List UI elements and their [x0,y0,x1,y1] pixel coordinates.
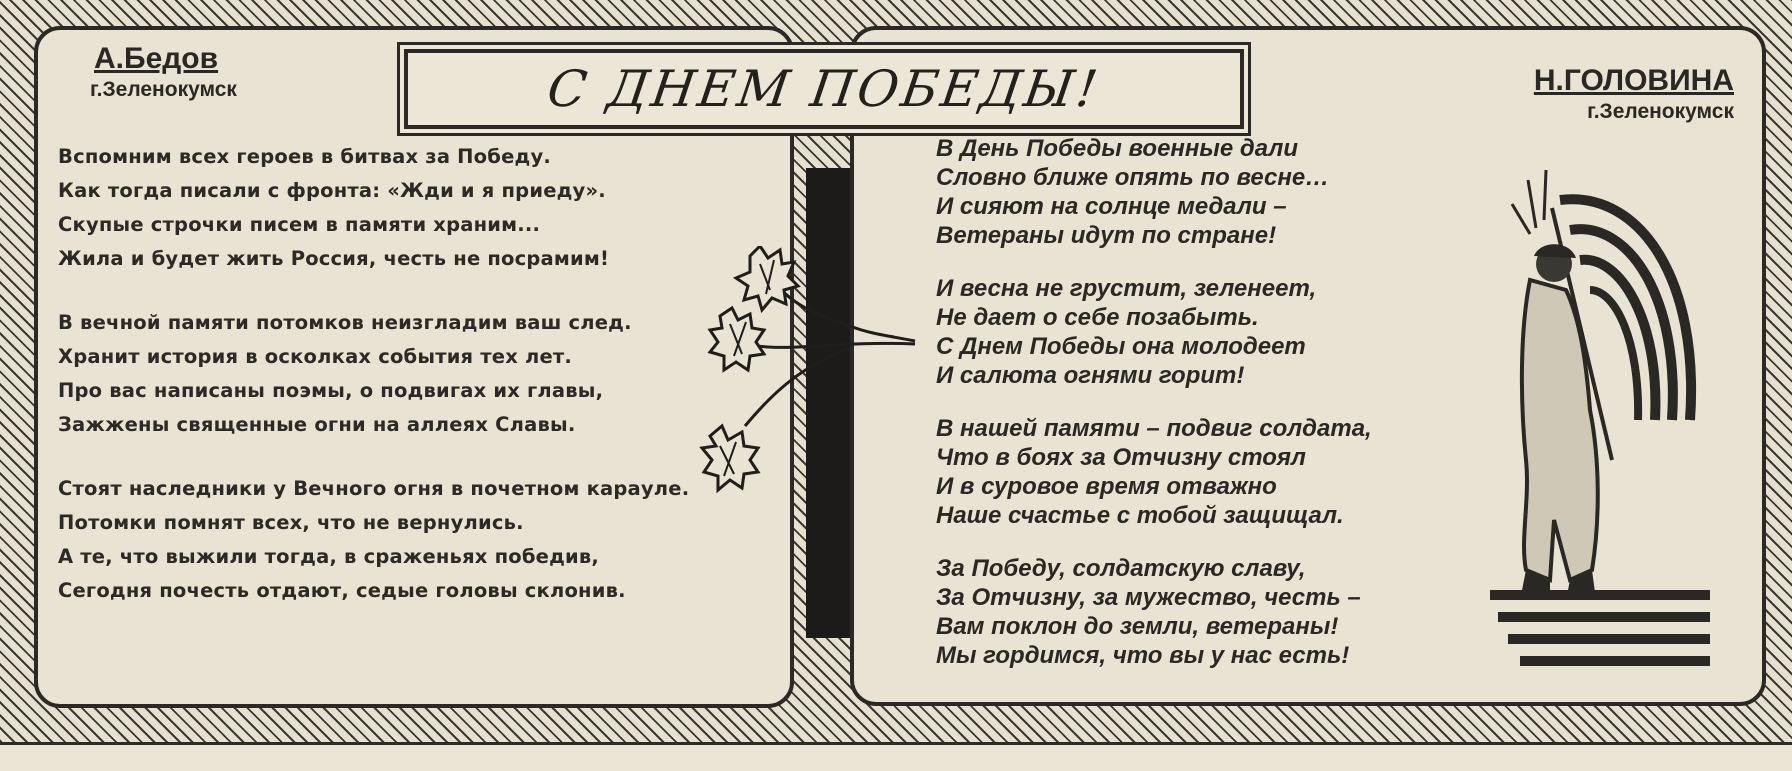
left-stanza-1 [58,140,778,276]
right-author-city: г.Зеленокумск [1587,100,1734,123]
soldier-with-banner-illustration [1490,160,1710,685]
left-stanza-3 [58,472,778,608]
page-title: С ДНЕМ ПОБЕДЫ! [544,60,1104,118]
poem-line: И салюта огнями горит! [936,362,1245,389]
right-poem [936,134,1496,694]
poem-line: Словно ближе опять по весне… [936,164,1330,191]
poem-line: Не дает о себе позабыть. [936,304,1259,331]
poem-line: Наше счастье с тобой защищал. [936,502,1344,529]
poem-line: С Днем Победы она молодеет [936,333,1306,360]
poem-line: В вечной памяти потомков неизгладим ваш след. [58,311,632,334]
poem-line: Ветераны идут по стране! [936,222,1277,249]
right-stanza-4 [936,554,1496,670]
poem-line: И сияют на солнце медали – [936,193,1287,220]
poem-line: В День Победы военные дали [936,135,1298,162]
poem-line: Вам поклон до земли, ветераны! [936,613,1339,640]
poem-line: Хранит история в осколках события тех лет. [58,345,572,368]
right-stanza-2 [936,274,1496,390]
left-author-name: А.Бедов [94,42,219,75]
left-stanza-2 [58,306,778,442]
poem-line: В нашей памяти – подвиг солдата, [936,415,1372,442]
poem-line: Стоят наследники у Вечного огня в почетном карауле. [58,477,690,500]
right-stanza-1 [936,134,1496,250]
poem-line: Потомки помнят всех, что не вернулись. [58,511,524,534]
title-banner [404,49,1244,129]
poem-line: Мы гордимся, что вы у нас есть! [936,642,1350,669]
carnation-flowers-icon [690,246,920,501]
right-stanza-3 [936,414,1496,530]
poem-line: Зажжены священные огни на аллеях Славы. [58,413,576,436]
poem-line: Вспомним всех героев в битвах за Победу. [58,145,551,168]
left-poem [58,140,778,638]
right-author-block [1534,64,1734,124]
poem-line: Про вас написаны поэмы, о подвигах их главы, [58,379,604,402]
poem-line: Что в боях за Отчизну стоял [936,444,1306,471]
poem-line: За Отчизну, за мужество, честь – [936,584,1361,611]
poem-line: Жила и будет жить Россия, честь не посрамим! [58,247,610,270]
poem-line: А те, что выжили тогда, в сраженьях победив, [58,545,600,568]
bottom-strip [0,742,1792,771]
right-author-name: Н.ГОЛОВИНА [1533,64,1734,97]
left-author-block [90,42,237,102]
poem-line: За Победу, солдатскую славу, [936,555,1306,582]
poem-line: Сегодня почесть отдают, седые головы склонив. [58,579,626,602]
poem-line: Как тогда писали с фронта: «Жди и я приеду». [58,179,606,202]
poem-line: И в суровое время отважно [936,473,1277,500]
left-author-city: г.Зеленокумск [90,78,237,101]
poem-line: Скупые строчки писем в памяти храним... [58,213,541,236]
poem-line: И весна не грустит, зеленеет, [936,275,1317,302]
